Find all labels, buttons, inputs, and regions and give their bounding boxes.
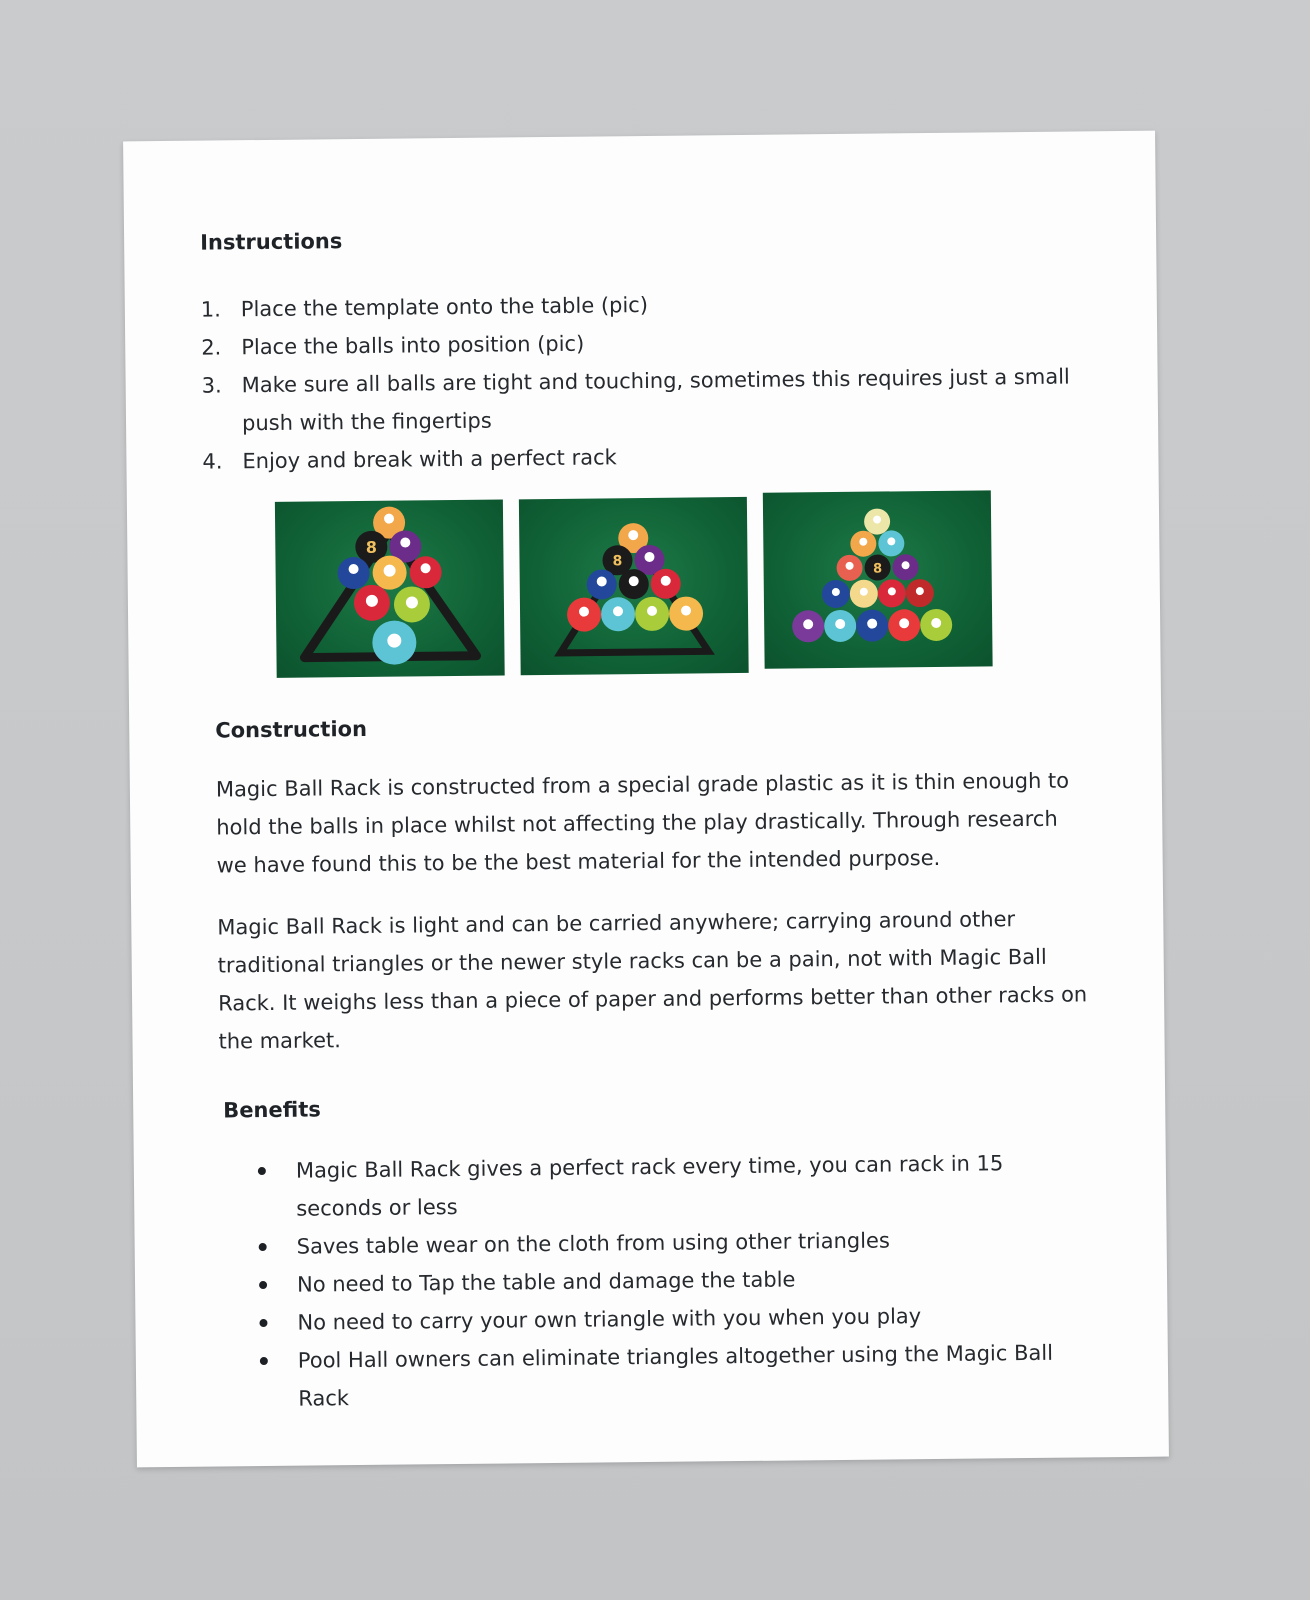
construction-paragraph: Magic Ball Rack is constructed from a special grade plastic as it is thin enough to hold the balls in place whilst not affecting the play drastically. Through research we have found this to be the best material for the intended purpose.	[215, 768, 1070, 878]
rack-photo-fifteen-ball	[763, 490, 993, 668]
rack-photo-fifteen-ball-drawing	[763, 490, 993, 668]
step-text: Place the template onto the table (pic)	[240, 292, 649, 322]
instructions-heading: Instructions	[200, 229, 343, 255]
list-item	[254, 1144, 1075, 1229]
bullet-icon	[260, 1357, 268, 1365]
rack-photo-ten-ball	[519, 497, 749, 675]
benefit-text: Pool Hall owners can eliminate triangles altogether using the Magic Ball Rack	[297, 1340, 1054, 1411]
svg-text:8: 8	[612, 553, 623, 570]
construction-heading: Construction	[215, 716, 368, 743]
benefit-text: Magic Ball Rack gives a perfect rack every time, you can rack in 15 seconds or less	[295, 1151, 1004, 1221]
rack-photo-template-drawing	[275, 499, 505, 677]
svg-text:8: 8	[873, 561, 883, 577]
benefit-text: No need to carry your own triangle with you when you play	[297, 1304, 922, 1335]
step-number: 3.	[201, 373, 222, 398]
bullet-icon	[258, 1167, 266, 1175]
bullet-icon	[259, 1281, 267, 1289]
rack-photo-template	[275, 499, 505, 677]
step-number: 1.	[200, 297, 222, 322]
step-text: Place the balls into position (pic)	[241, 331, 585, 360]
list-item	[201, 357, 1082, 442]
benefit-text: No need to Tap the table and damage the table	[296, 1267, 796, 1297]
benefits-list	[254, 1144, 1077, 1419]
rack-photos	[275, 494, 1007, 680]
list-item	[256, 1334, 1077, 1419]
benefit-text: Saves table wear on the cloth from using other triangles	[296, 1228, 890, 1259]
bullet-icon	[259, 1243, 267, 1251]
step-text: Enjoy and break with a perfect rack	[242, 445, 617, 474]
benefits-heading: Benefits	[223, 1097, 321, 1123]
construction-paragraph: Magic Ball Rack is light and can be carried anywhere; carrying around other traditional triangles or the newer style racks can be a pain, not with Magic Ball Rack. It weighs less than a piece of paper and performs better than other racks on the market.	[217, 907, 1088, 1054]
step-number: 2.	[201, 335, 222, 360]
rack-photo-ten-ball-drawing	[519, 497, 749, 675]
step-text: Make sure all balls are tight and touching, sometimes this requires just a small push with the fingertips	[241, 364, 1070, 436]
instructions-list	[201, 281, 1083, 480]
bullet-icon	[259, 1319, 267, 1327]
document-page	[123, 131, 1169, 1468]
list-item	[202, 433, 1082, 480]
step-number: 4.	[202, 449, 223, 474]
svg-text:8: 8	[365, 537, 378, 557]
